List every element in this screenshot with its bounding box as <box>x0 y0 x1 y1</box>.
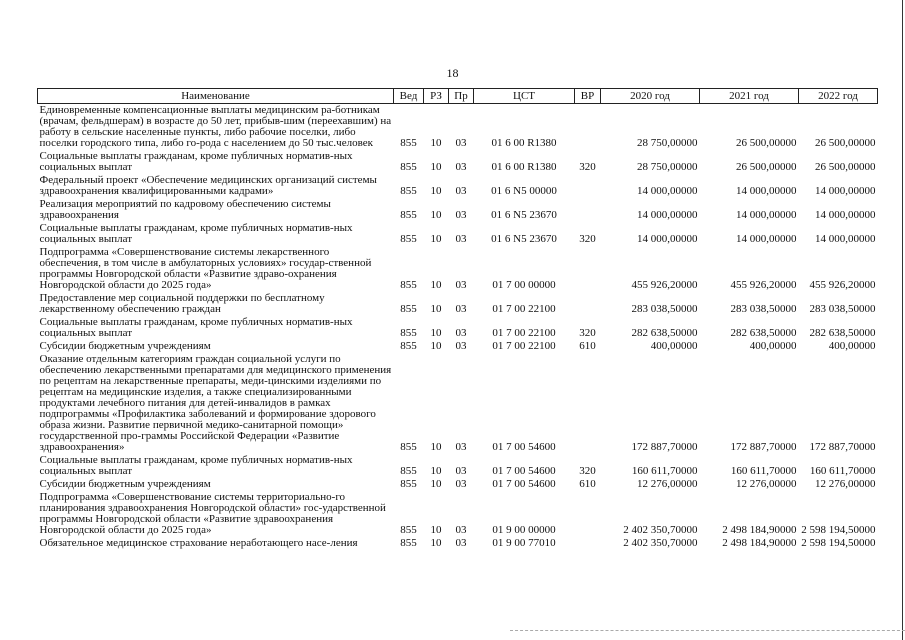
table-row <box>38 340 878 353</box>
row-2020: 14 000,00000 <box>637 209 698 221</box>
row-2020: 14 000,00000 <box>637 185 698 197</box>
table-row <box>38 174 878 198</box>
table-row <box>38 292 878 316</box>
table-row <box>38 316 878 340</box>
row-2020: 28 750,00000 <box>637 161 698 173</box>
row-2021: 455 926,20000 <box>730 279 797 291</box>
row-2022: 172 887,70000 <box>809 441 876 453</box>
table-row <box>38 246 878 292</box>
row-2022: 14 000,00000 <box>815 233 876 245</box>
row-rz: 10 <box>430 209 442 221</box>
row-name: Субсидии бюджетным учреждениям <box>39 478 211 490</box>
row-2022: 26 500,00000 <box>815 137 876 149</box>
row-pr: 03 <box>455 340 467 352</box>
row-ved: 855 <box>400 185 417 197</box>
table-row <box>38 454 878 478</box>
table-row <box>38 150 878 174</box>
row-2021: 14 000,00000 <box>736 233 797 245</box>
table-row <box>38 104 878 151</box>
row-pr: 03 <box>455 537 467 549</box>
row-vr <box>575 198 601 222</box>
table-body <box>38 104 878 551</box>
row-cst: 01 9 00 00000 <box>492 524 556 536</box>
row-2020: 400,00000 <box>650 340 698 352</box>
header-2021: 2021 год <box>700 89 799 104</box>
row-name: Единовременные компенсационные выплаты медицинским ра-ботникам (врачам, фельдшерам) в возрасте до 50 лет, прибыв-шим (переехавшим) на работу в сельские населенные пункты, либо рабочие поселки, либо поселки городского типа, либо го-рода с населением до 50 тыс.человек <box>39 104 392 149</box>
row-cst: 01 7 00 54600 <box>492 441 556 453</box>
row-ved: 855 <box>400 209 417 221</box>
table-header-row <box>38 89 878 104</box>
row-2020: 2 402 350,70000 <box>623 524 698 536</box>
row-2020: 160 611,70000 <box>631 465 698 477</box>
row-2021: 400,00000 <box>749 340 797 352</box>
row-ved: 855 <box>400 340 417 352</box>
table-row <box>38 491 878 537</box>
row-2020: 28 750,00000 <box>637 137 698 149</box>
row-pr: 03 <box>455 303 467 315</box>
row-rz: 10 <box>430 340 442 352</box>
table-row <box>38 537 878 550</box>
row-ved: 855 <box>400 441 417 453</box>
row-ved: 855 <box>400 478 417 490</box>
row-name: Субсидии бюджетным учреждениям <box>39 340 211 352</box>
header-pr: Пр <box>449 89 474 104</box>
row-name: Федеральный проект «Обеспечение медицинских организаций системы здравоохранения квалифицированными кадрами» <box>39 174 377 197</box>
row-vr: 610 <box>579 340 596 352</box>
row-rz: 10 <box>430 279 442 291</box>
row-2020: 455 926,20000 <box>631 279 698 291</box>
header-cst: ЦСТ <box>474 89 575 104</box>
row-name: Обязательное медицинское страхование неработающего насе-ления <box>39 537 358 549</box>
row-vr <box>575 353 601 454</box>
row-2021: 14 000,00000 <box>736 185 797 197</box>
row-ved: 855 <box>400 327 417 339</box>
row-vr: 320 <box>579 327 596 339</box>
row-vr <box>575 537 601 550</box>
row-2021: 2 498 184,90000 <box>722 537 797 549</box>
row-vr: 320 <box>579 465 596 477</box>
row-2022: 26 500,00000 <box>815 161 876 173</box>
row-vr <box>575 104 601 151</box>
header-vr: ВР <box>575 89 601 104</box>
row-2022: 282 638,50000 <box>809 327 876 339</box>
table-row <box>38 222 878 246</box>
row-2022: 14 000,00000 <box>815 209 876 221</box>
row-cst: 01 6 N5 23670 <box>491 209 557 221</box>
row-cst: 01 6 N5 23670 <box>491 233 557 245</box>
row-vr: 610 <box>579 478 596 490</box>
row-2021: 283 038,50000 <box>730 303 797 315</box>
row-cst: 01 9 00 77010 <box>492 537 556 549</box>
row-2021: 14 000,00000 <box>736 209 797 221</box>
row-2022: 283 038,50000 <box>809 303 876 315</box>
row-rz: 10 <box>430 161 442 173</box>
row-pr: 03 <box>455 327 467 339</box>
row-cst: 01 7 00 54600 <box>492 465 556 477</box>
row-ved: 855 <box>400 233 417 245</box>
row-vr <box>575 491 601 537</box>
row-2021: 2 498 184,90000 <box>722 524 797 536</box>
row-2022: 455 926,20000 <box>809 279 876 291</box>
row-name: Подпрограмма «Совершенствование системы лекарственного обеспечения, в том числе в амбулаторных условиях» государ-ственной программы Новгородской области «Развитие здраво-охранения Новгородской области до 2025 года» <box>39 246 372 291</box>
header-2022: 2022 год <box>799 89 878 104</box>
header-2020: 2020 год <box>601 89 700 104</box>
row-pr: 03 <box>455 478 467 490</box>
row-rz: 10 <box>430 327 442 339</box>
scan-edge-line <box>902 0 903 640</box>
row-vr <box>575 174 601 198</box>
row-cst: 01 7 00 00000 <box>492 279 556 291</box>
row-name: Социальные выплаты гражданам, кроме публичных норматив-ных социальных выплат <box>39 222 353 245</box>
row-2020: 12 276,00000 <box>637 478 698 490</box>
row-rz: 10 <box>430 524 442 536</box>
row-2020: 283 038,50000 <box>631 303 698 315</box>
row-2020: 2 402 350,70000 <box>623 537 698 549</box>
row-pr: 03 <box>455 137 467 149</box>
header-name: Наименование <box>38 89 394 104</box>
row-rz: 10 <box>430 537 442 549</box>
row-rz: 10 <box>430 441 442 453</box>
row-pr: 03 <box>455 279 467 291</box>
row-ved: 855 <box>400 161 417 173</box>
row-2022: 12 276,00000 <box>815 478 876 490</box>
row-2020: 282 638,50000 <box>631 327 698 339</box>
row-2022: 14 000,00000 <box>815 185 876 197</box>
row-2020: 14 000,00000 <box>637 233 698 245</box>
row-name: Предоставление мер социальной поддержки по бесплатному лекарственному обеспечению граждан <box>39 292 325 315</box>
row-2021: 282 638,50000 <box>730 327 797 339</box>
row-cst: 01 6 00 R1380 <box>491 161 557 173</box>
row-2020: 172 887,70000 <box>631 441 698 453</box>
page-number: 18 <box>446 66 459 80</box>
row-cst: 01 7 00 54600 <box>492 478 556 490</box>
row-ved: 855 <box>400 524 417 536</box>
header-rz: РЗ <box>424 89 449 104</box>
row-2021: 26 500,00000 <box>736 161 797 173</box>
row-pr: 03 <box>455 441 467 453</box>
budget-table <box>37 88 878 550</box>
row-pr: 03 <box>455 524 467 536</box>
header-ved: Вед <box>394 89 424 104</box>
table-row <box>38 478 878 491</box>
row-2022: 2 598 194,50000 <box>801 537 876 549</box>
table-row <box>38 353 878 454</box>
row-cst: 01 6 N5 00000 <box>491 185 557 197</box>
row-rz: 10 <box>430 137 442 149</box>
row-cst: 01 7 00 22100 <box>492 327 556 339</box>
row-ved: 855 <box>400 537 417 549</box>
row-vr: 320 <box>579 233 596 245</box>
row-cst: 01 7 00 22100 <box>492 340 556 352</box>
row-cst: 01 7 00 22100 <box>492 303 556 315</box>
row-ved: 855 <box>400 279 417 291</box>
row-pr: 03 <box>455 161 467 173</box>
row-rz: 10 <box>430 303 442 315</box>
row-ved: 855 <box>400 137 417 149</box>
row-pr: 03 <box>455 185 467 197</box>
row-2021: 26 500,00000 <box>736 137 797 149</box>
scan-artifact <box>510 630 905 633</box>
row-vr <box>575 246 601 292</box>
row-cst: 01 6 00 R1380 <box>491 137 557 149</box>
row-name: Социальные выплаты гражданам, кроме публичных норматив-ных социальных выплат <box>39 150 353 173</box>
row-2022: 400,00000 <box>828 340 876 352</box>
row-ved: 855 <box>400 303 417 315</box>
row-name: Социальные выплаты гражданам, кроме публичных норматив-ных социальных выплат <box>39 454 353 477</box>
row-2022: 160 611,70000 <box>809 465 876 477</box>
row-pr: 03 <box>455 465 467 477</box>
row-2021: 160 611,70000 <box>730 465 797 477</box>
row-pr: 03 <box>455 209 467 221</box>
row-name: Реализация мероприятий по кадровому обеспечению системы здравоохранения <box>39 198 331 221</box>
row-rz: 10 <box>430 465 442 477</box>
row-ved: 855 <box>400 465 417 477</box>
row-rz: 10 <box>430 185 442 197</box>
table-row <box>38 198 878 222</box>
row-2022: 2 598 194,50000 <box>801 524 876 536</box>
row-2021: 172 887,70000 <box>730 441 797 453</box>
row-vr <box>575 292 601 316</box>
row-pr: 03 <box>455 233 467 245</box>
row-2021: 12 276,00000 <box>736 478 797 490</box>
row-rz: 10 <box>430 478 442 490</box>
row-name: Оказание отдельным категориям граждан социальной услуги по обеспечению лекарственными препаратами для медицинского применения по рецептам на лекарственные препараты, меди-цинскими изделиями по рецептам на медицинские изделия, а также специализированными продуктами лечебного питания для детей-инвалидов в рамках подпрограммы «Профилактика заболеваний и формирование здорового образа жизни. Развитие первичной медико-санитарной помощи» государственной про-граммы Российской Федерации «Развитие здравоохранения» <box>39 353 392 453</box>
row-name: Подпрограмма «Совершенствование системы территориально-го планирования здравоохранения Новгородской области» гос-ударственной программы Новгородской области «Развитие здравоохранения Новгородской области до 2025 года» <box>39 491 386 536</box>
row-rz: 10 <box>430 233 442 245</box>
row-name: Социальные выплаты гражданам, кроме публичных норматив-ных социальных выплат <box>39 316 353 339</box>
row-vr: 320 <box>579 161 596 173</box>
